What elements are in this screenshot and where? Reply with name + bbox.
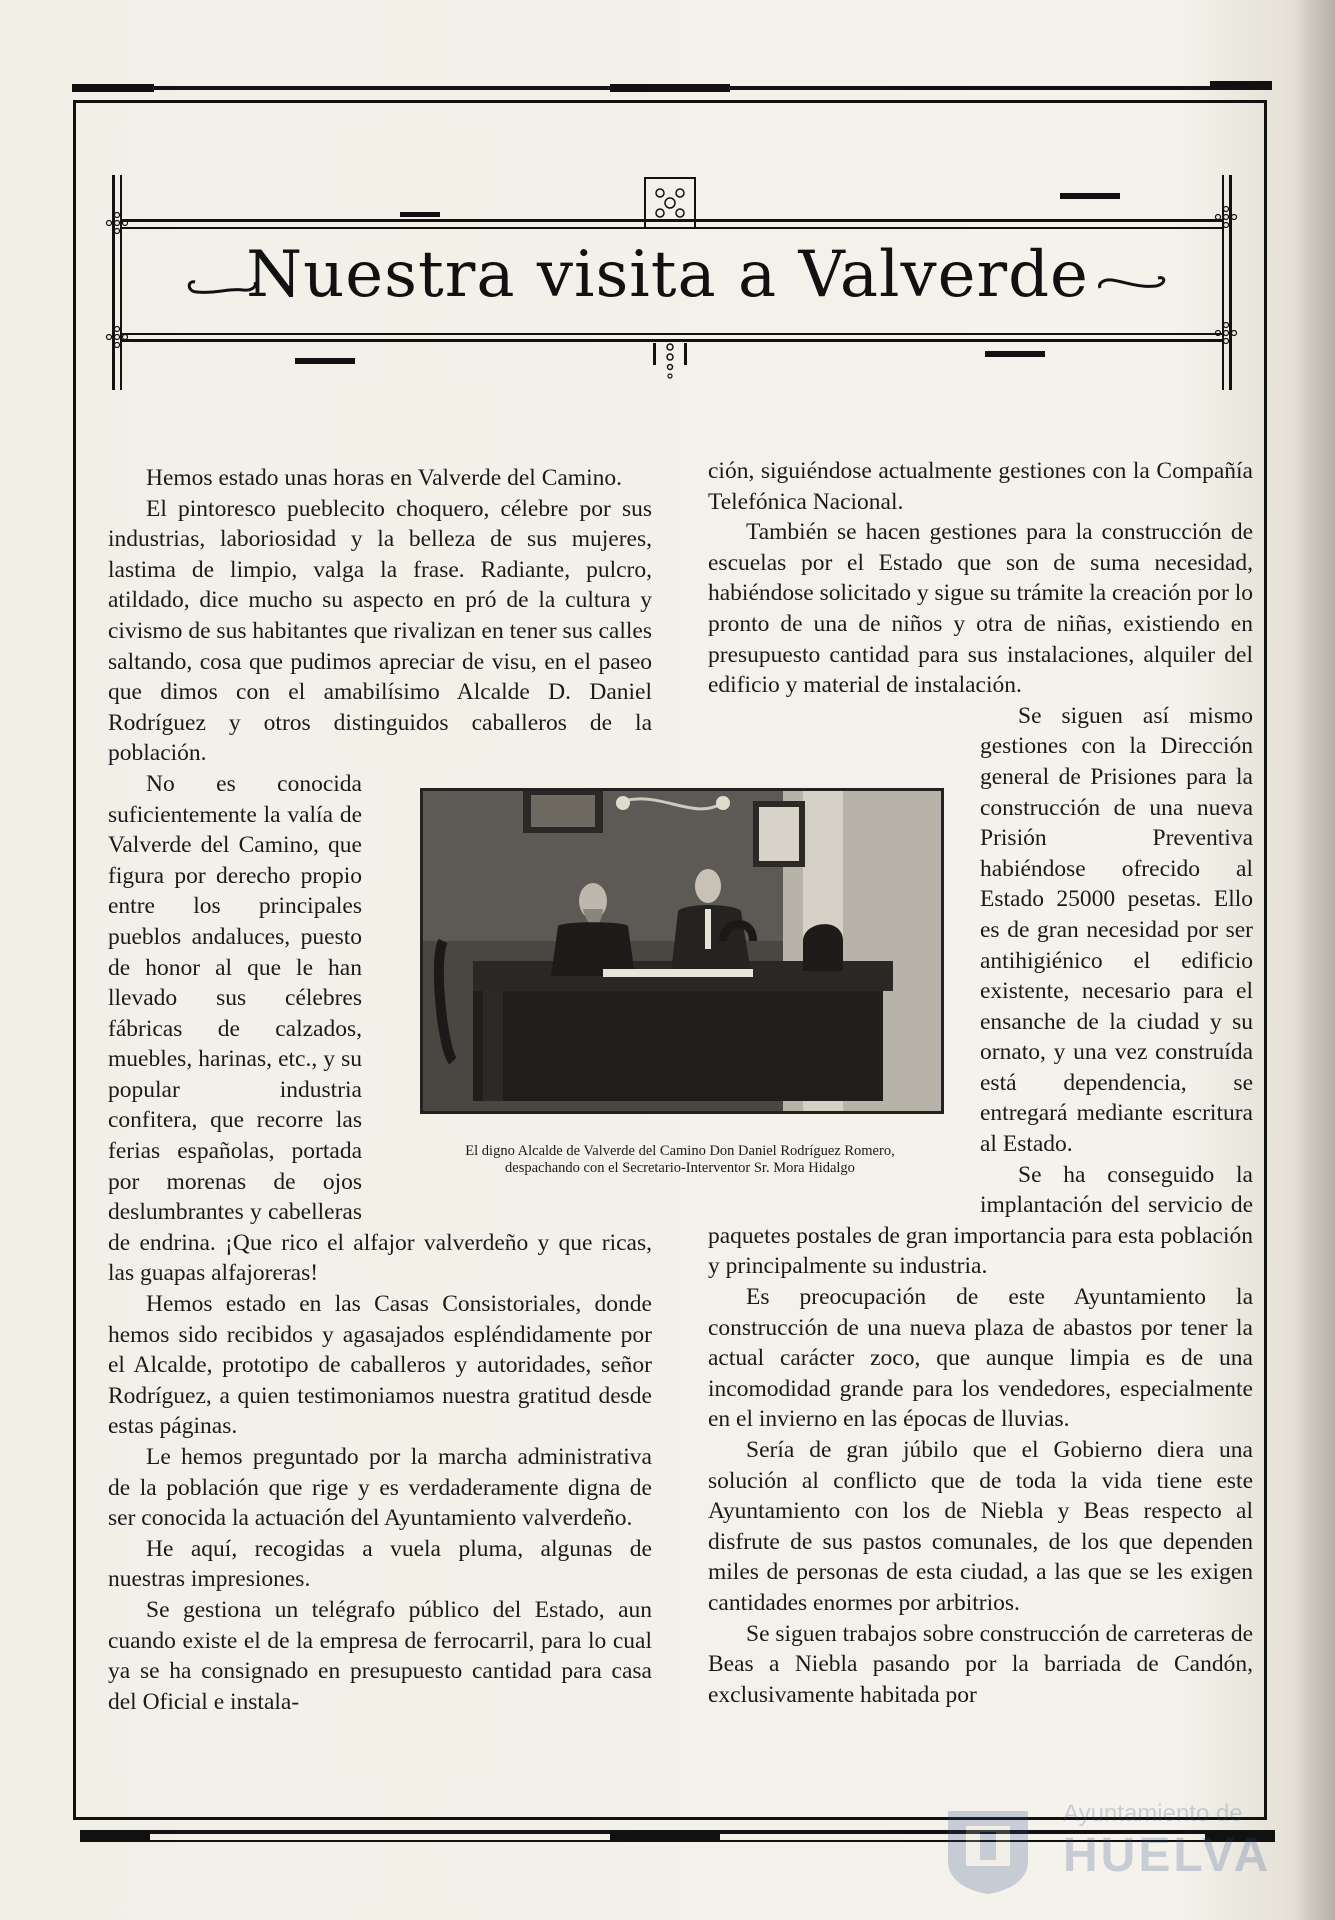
photo-illustration bbox=[423, 791, 941, 1111]
top-rule-accent-center bbox=[610, 84, 730, 92]
paragraph: Le hemos preguntado por la marcha administrativa de la población que rige y es verdaderamente digna de ser conocida la actuación del Ayuntamiento valverdeño. bbox=[108, 1444, 652, 1532]
paragraph: El pintoresco pueblecito choquero, célebre por sus industrias, laboriosidad y la belleza de sus mujeres, lastima de limpio, valga la frase. Radiante, pulcro, atildado, dice mucho su aspecto en pró de la cultura y civismo de sus habitantes que rivalizan en tener sus calles saltando, cosa que pudimos apreciar de visu, en el paseo que dimos con el amabilísimo Alcalde D. Daniel Rodríguez y otros distinguidos caballeros de la población. bbox=[108, 495, 652, 767]
paragraph: Hemos estado en las Casas Consistoriales, donde hemos sido recibidos y agasajados espléndidamente por el Alcalde, prototipo de caballeros y autoridades, señor Rodríguez, a quien testimoniamos nuestra gratitud desde estas páginas. bbox=[108, 1291, 652, 1440]
archive-watermark bbox=[938, 1800, 1278, 1900]
paragraph: Sería de gran júbilo que el Gobierno diera una solución al conflicto que de toda la vida tiene este Ayuntamiento con los de Niebla y Beas respecto al disfrute de sus pastos comunales, de los que dependen miles de personas de esta ciudad, a las que se les exigen cantidades enormes por arbitrios. bbox=[708, 1437, 1253, 1616]
bottom-rule-accent-center bbox=[610, 1832, 720, 1840]
paragraph: Es preocupación de este Ayuntamiento la construcción de una nueva plaza de abastos por tener la actual carácter zoco, que aunque limpia es de una incomodidad grande para los vendedores, especialmente en el invierno en las épocas de lluvias. bbox=[708, 1284, 1253, 1433]
right-swash-ornament bbox=[1090, 270, 1170, 300]
paragraph: Se ha conseguido la implantación del servicio de paquetes postales de gran importancia para esta población y principalmente su industria. bbox=[708, 1161, 1253, 1280]
paragraph: También se hacen gestiones para la construcción de escuelas por el Estado que son de suma necesidad, habiéndose solicitado y sigue su trámite la creación por lo pronto de una de niños y otra de niñas, existiendo en presupuesto cantidad para sus instalaciones, alquiler del edificio y material de instalación. bbox=[708, 519, 1253, 699]
left-swash-ornament bbox=[185, 270, 265, 300]
coat-of-arms-icon bbox=[938, 1806, 1038, 1896]
mayor-office-photo bbox=[420, 788, 944, 1114]
paragraph: ción, siguiéndose actualmente gestiones con la Compañía Telefónica Nacional. bbox=[708, 458, 1253, 515]
watermark-line1: Ayuntamiento de bbox=[1063, 1800, 1243, 1827]
paragraph: Se siguen trabajos sobre construcción de carreteras de Beas a Niebla pasando por la barriada de Candón, exclusivamente habitada por bbox=[708, 1620, 1254, 1708]
paragraph: He aquí, recogidas a vuela pluma, algunas de nuestras impresiones. bbox=[108, 1535, 652, 1593]
top-rule-accent-left bbox=[72, 84, 154, 92]
paragraph: Se gestiona un telégrafo público del Estado, aun cuando existe el de la empresa de ferrocarril, para lo cual ya se ha consignado en presupuesto cantidad para casa del Oficial e instala- bbox=[108, 1596, 652, 1715]
top-rule-accent-right bbox=[1210, 81, 1272, 89]
watermark-line2: HUELVA bbox=[1063, 1829, 1272, 1882]
caption-line: despachando con el Secretario-Interventor Sr. Mora Hidalgo bbox=[505, 1160, 855, 1176]
paragraph: No es conocida suficientemente la valía de Valverde del Camino, que figura por derecho propio entre los principales pueblos andaluces, puesto de honor al que le han llevado sus célebres fábricas de calzados, muebles, harinas, etc., y su popular industria confitera, que recorre las ferias españolas, portada por morenas de ojos deslumbrantes y cabelleras de endrina. ¡Que rico el alfajor valverdeño y que ricas, las guapas alfajoreras! bbox=[108, 770, 652, 1287]
paragraph: Se siguen así mismo gestiones con la Dirección general de Prisiones para la construcción de una nueva Prisión Preventiva habiéndose ofrecido al Estado 25000 pesetas. Ello es de gran necesidad por ser antihigiénico el edificio existente, necesario para el ensanche de la ciudad y su ornato, y una vez construída está dependencia, se entregará mediante escritura al Estado. bbox=[980, 702, 1253, 1158]
caption-line: El digno Alcalde de Valverde del Camino Don Daniel Rodríguez Romero, bbox=[465, 1143, 895, 1159]
bottom-rule-accent-left bbox=[80, 1832, 150, 1840]
paragraph: Hemos estado unas horas en Valverde del Camino. bbox=[146, 465, 622, 491]
article-title: Nuestra visita a Valverde bbox=[246, 238, 1089, 312]
photo-caption bbox=[390, 1143, 970, 1177]
